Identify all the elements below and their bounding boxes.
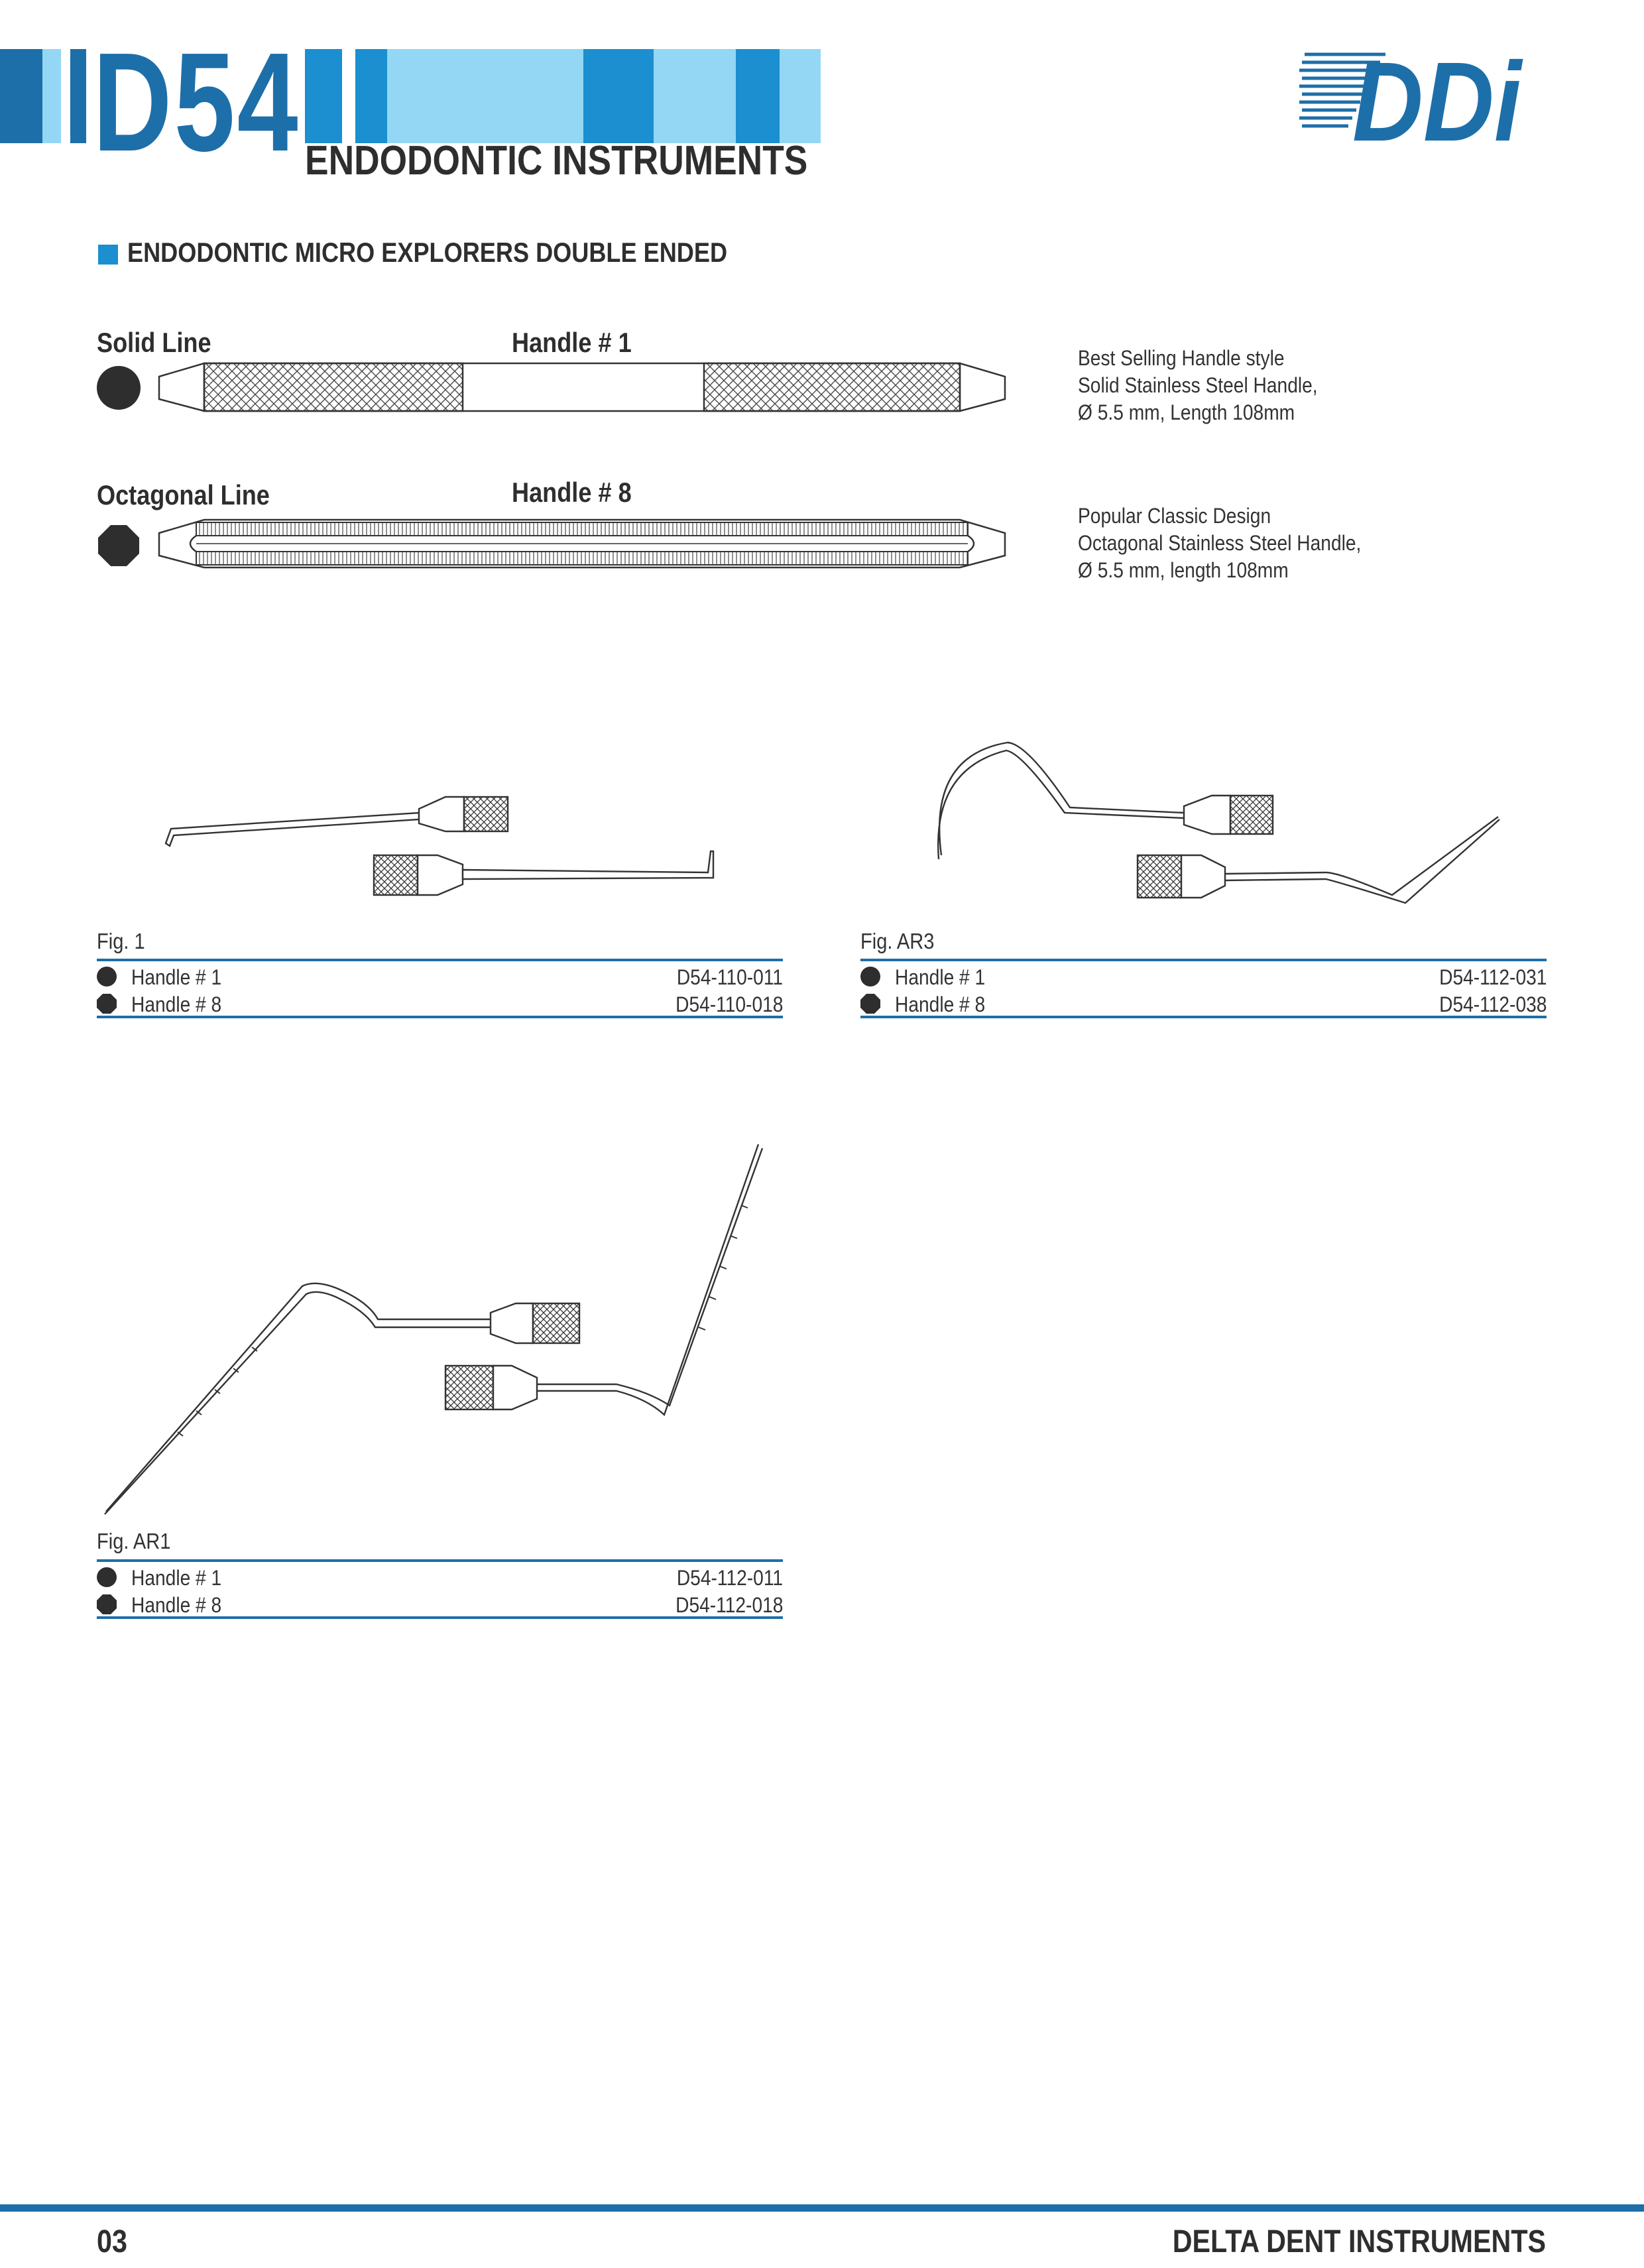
table-row xyxy=(97,1562,783,1589)
footer-divider xyxy=(0,2204,1644,2212)
fig-ar3-instrument-illustration xyxy=(928,729,1511,922)
fig-1-instrument-illustration xyxy=(159,782,729,908)
octagon-icon xyxy=(860,994,880,1014)
fig-ar3-label: Fig. AR3 xyxy=(860,929,935,953)
catalog-title: ENDODONTIC INSTRUMENTS xyxy=(305,138,808,184)
fig-1-table xyxy=(97,959,783,1018)
handle-name: Handle # 1 xyxy=(131,965,222,989)
handle-1-label: Handle # 1 xyxy=(512,327,632,358)
table-row xyxy=(97,961,783,988)
product-code: D54-112-031 xyxy=(1439,965,1547,989)
product-code: D54-110-011 xyxy=(676,965,783,989)
fig-1-label: Fig. 1 xyxy=(97,929,145,953)
product-code: D54-112-038 xyxy=(1439,992,1547,1016)
octagon-icon xyxy=(97,1594,117,1614)
handle-name: Handle # 1 xyxy=(131,1566,222,1590)
catalog-code: D54 xyxy=(93,23,300,180)
product-code: D54-112-011 xyxy=(676,1566,783,1590)
fig-ar1-instrument-illustration xyxy=(99,1140,776,1518)
table-row xyxy=(97,1589,783,1616)
handle-name: Handle # 8 xyxy=(131,1593,222,1617)
octagonal-line-label: Octagonal Line xyxy=(97,479,270,510)
fig-ar3-table xyxy=(860,959,1547,1018)
section-bullet-icon xyxy=(98,245,118,265)
product-code: D54-112-018 xyxy=(675,1593,783,1617)
solid-line-label: Solid Line xyxy=(97,327,211,358)
section-title: ENDODONTIC MICRO EXPLORERS DOUBLE ENDED xyxy=(127,237,728,268)
product-code: D54-110-018 xyxy=(675,992,783,1016)
table-row xyxy=(860,961,1547,988)
solid-circle-icon xyxy=(97,967,117,986)
fig-ar1-table xyxy=(97,1559,783,1619)
handle-name: Handle # 8 xyxy=(131,992,222,1016)
fig-ar1-label: Fig. AR1 xyxy=(97,1529,171,1553)
handle-name: Handle # 1 xyxy=(895,965,986,989)
octagon-icon xyxy=(97,524,143,570)
table-row xyxy=(97,988,783,1016)
handle-8-label: Handle # 8 xyxy=(512,477,632,508)
solid-circle-icon xyxy=(97,1567,117,1587)
handle-1-illustration xyxy=(158,362,1008,412)
octagon-icon xyxy=(97,994,117,1014)
solid-circle-icon xyxy=(97,366,143,412)
handle-name: Handle # 8 xyxy=(895,992,986,1016)
solid-circle-icon xyxy=(860,967,880,986)
handle-8-illustration xyxy=(158,518,1008,569)
svg-text:DDi: DDi xyxy=(1352,39,1524,165)
handle-1-description: Best Selling Handle style Solid Stainless Steel Handle, Ø 5.5 mm, Length 108mm xyxy=(1078,346,1318,424)
company-name: DELTA DENT INSTRUMENTS xyxy=(1172,2224,1546,2259)
table-row xyxy=(860,988,1547,1016)
page-number: 03 xyxy=(97,2224,127,2259)
handle-8-description: Popular Classic Design Octagonal Stainless Steel Handle, Ø 5.5 mm, length 108mm xyxy=(1078,504,1362,582)
